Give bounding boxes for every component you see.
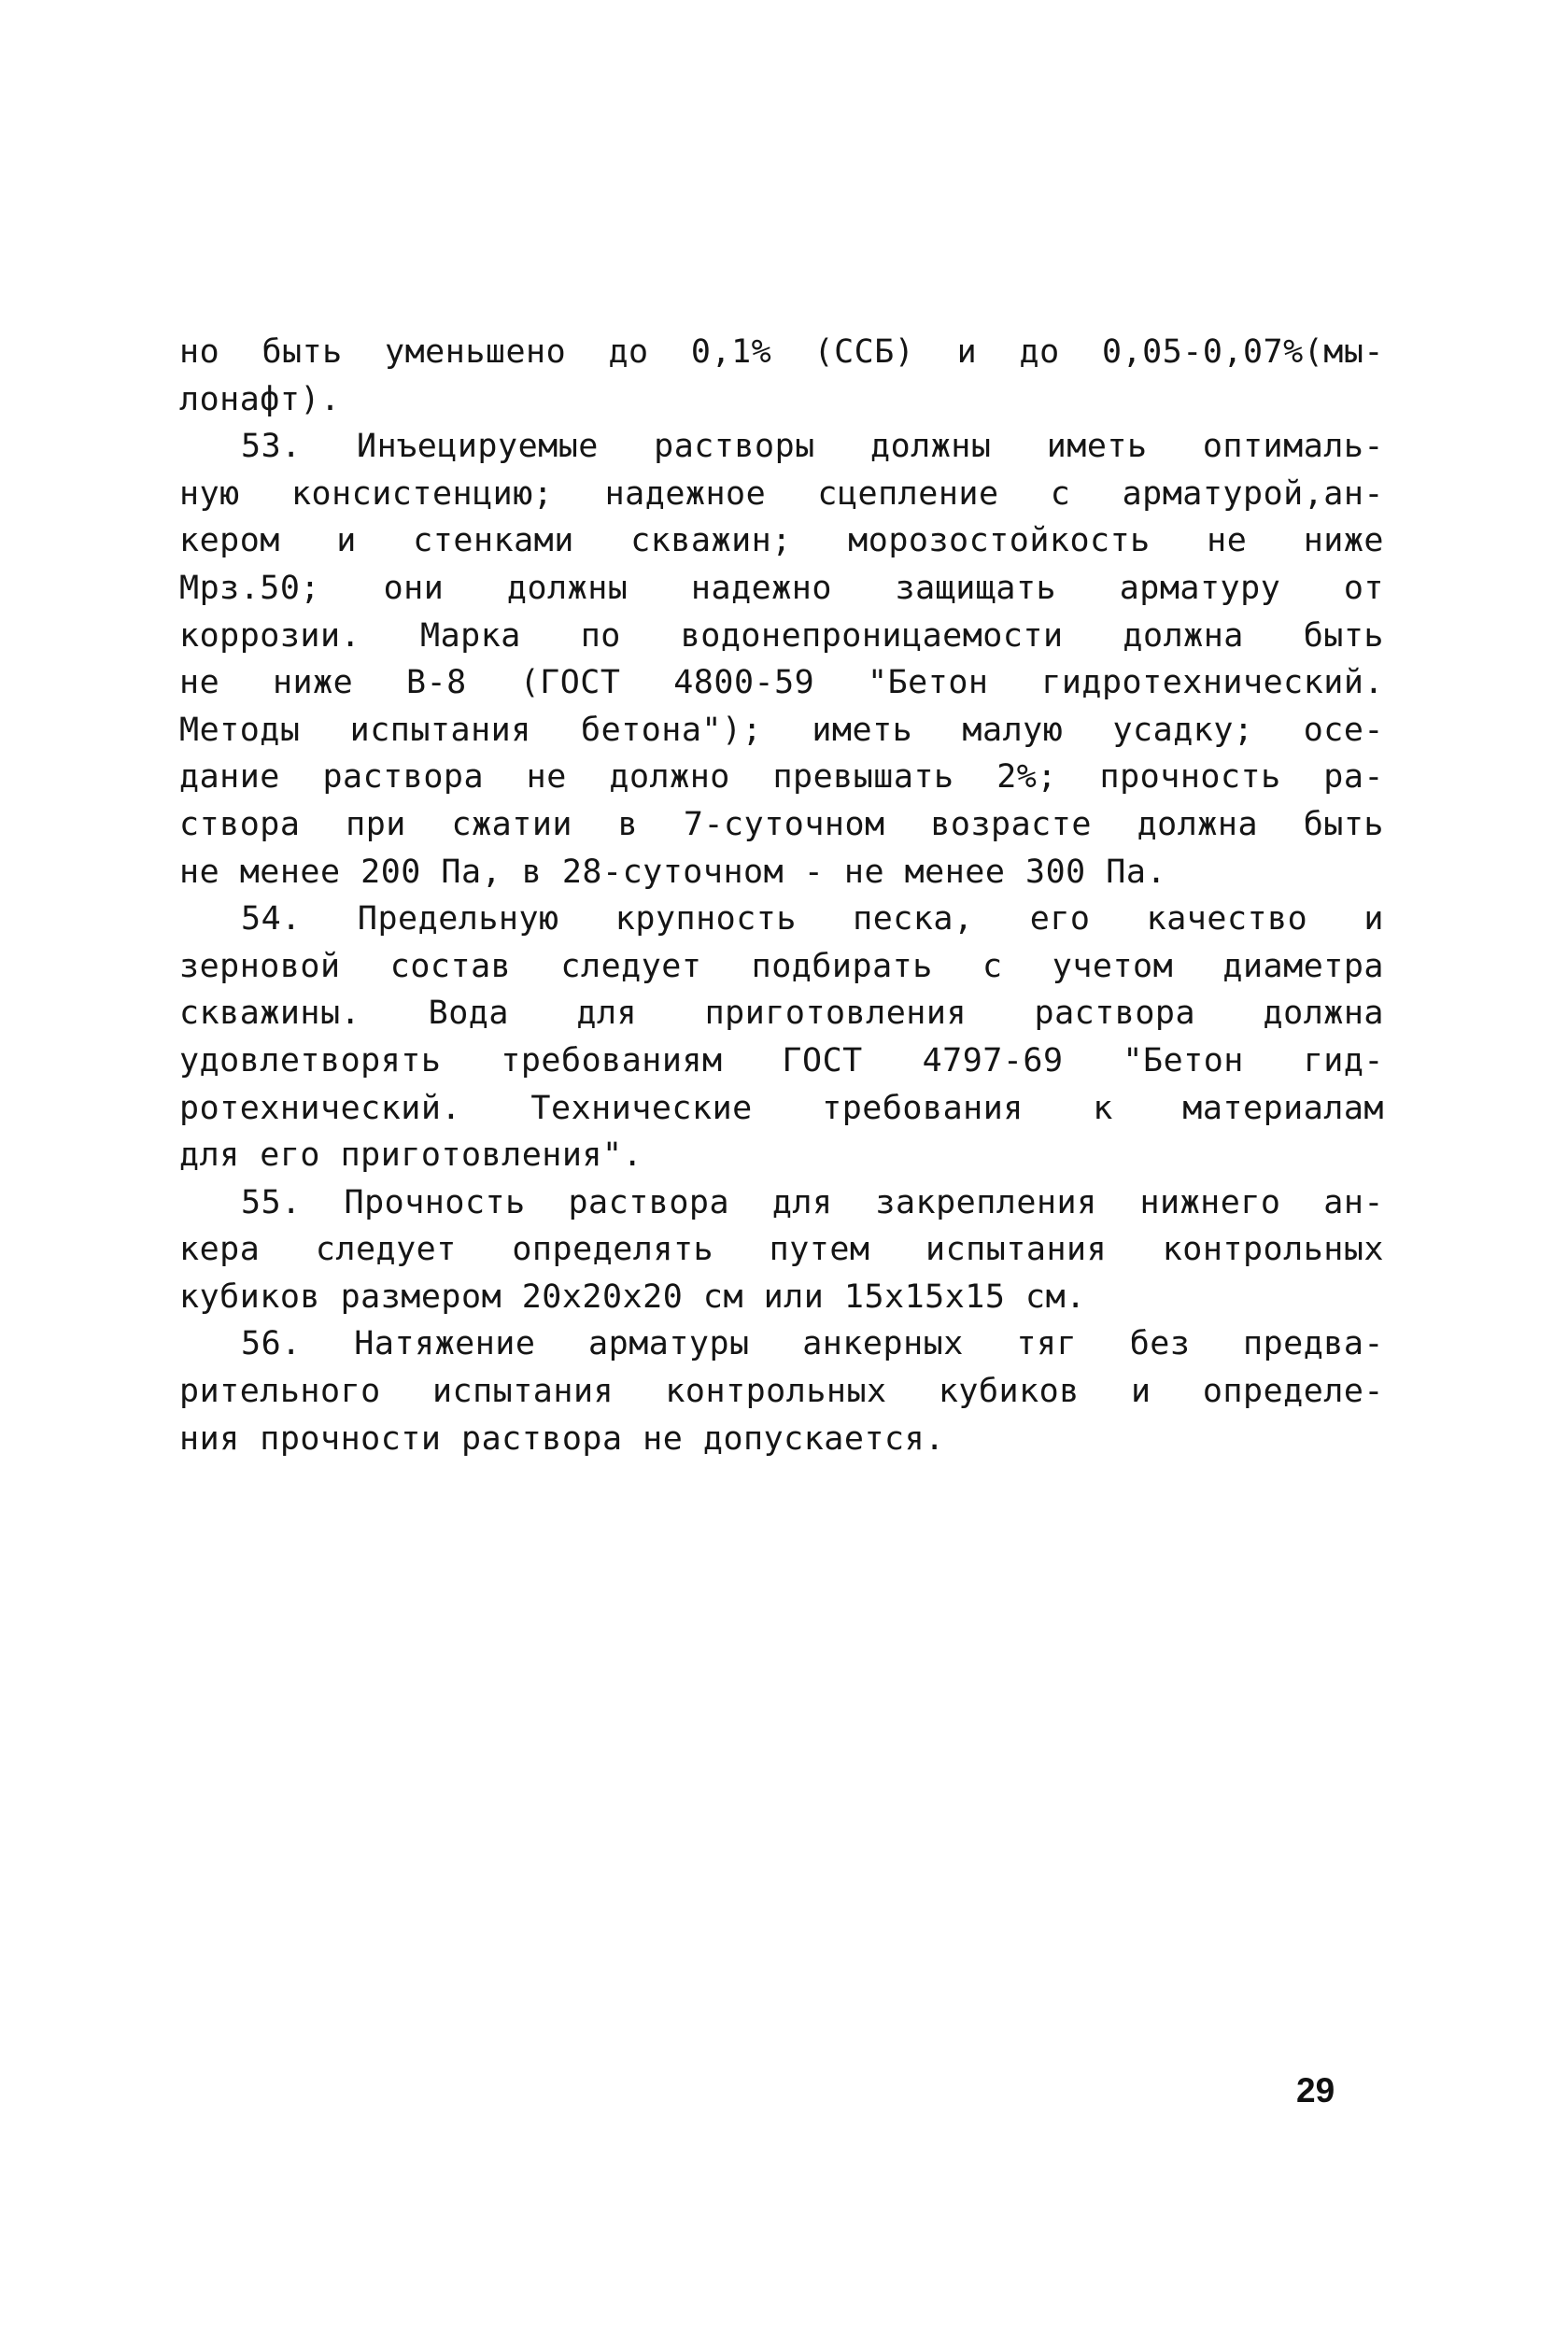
- text-line: скважины. Вода для приготовления раствора должна: [179, 995, 1384, 1033]
- text-line: зерновой состав следует подбирать с учетом диаметра: [179, 947, 1384, 985]
- text-line: не менее 200 Па, в 28-суточном - не менее 300 Па.: [179, 853, 1167, 891]
- text-line: рительного испытания контрольных кубиков и определе-: [179, 1373, 1384, 1411]
- paragraph-53-start: 53. Инъецируемые растворы должны иметь оптималь-: [241, 428, 1384, 466]
- text-line: кером и стенками скважин; морозостойкость не ниже: [179, 522, 1384, 560]
- text-line: Методы испытания бетона"); иметь малую усадку; осе-: [179, 711, 1384, 749]
- text-line: ротехнический. Технические требования к материалам: [179, 1089, 1384, 1127]
- text-line: но быть уменьшено до 0,1% (ССБ) и до 0,05-0,07%(мы-: [179, 333, 1384, 371]
- text-line: створа при сжатии в 7-суточном возрасте должна быть: [179, 805, 1384, 843]
- text-line: для его приготовления".: [179, 1136, 643, 1175]
- text-line: лонафт).: [179, 380, 341, 418]
- text-line: ную консистенцию; надежное сцепление с арматурой,ан-: [179, 474, 1384, 513]
- text-line: не ниже В-8 (ГОСТ 4800-59 "Бетон гидротехнический.: [179, 664, 1384, 702]
- paragraph-55-start: 55. Прочность раствора для закрепления нижнего ан-: [241, 1183, 1384, 1221]
- paragraph-56-start: 56. Натяжение арматуры анкерных тяг без предва-: [241, 1325, 1384, 1363]
- text-line: Мрз.50; они должны надежно защищать арматуру от: [179, 569, 1384, 607]
- paragraph-54-start: 54. Предельную крупность песка, его качество и: [241, 900, 1384, 938]
- body-text: [179, 329, 1384, 1462]
- page-number: 29: [1296, 2071, 1335, 2109]
- text-line: кера следует определять путем испытания контрольных: [179, 1231, 1384, 1269]
- text-line: ния прочности раствора не допускается.: [179, 1419, 945, 1458]
- text-line: удовлетворять требованиям ГОСТ 4797-69 "Бетон гид-: [179, 1041, 1384, 1079]
- text-line: дание раствора не должно превышать 2%; прочность ра-: [179, 758, 1384, 797]
- text-line: коррозии. Марка по водонепроницаемости должна быть: [179, 616, 1384, 655]
- text-line: кубиков размером 20х20х20 см или 15х15х15 см.: [179, 1277, 1086, 1316]
